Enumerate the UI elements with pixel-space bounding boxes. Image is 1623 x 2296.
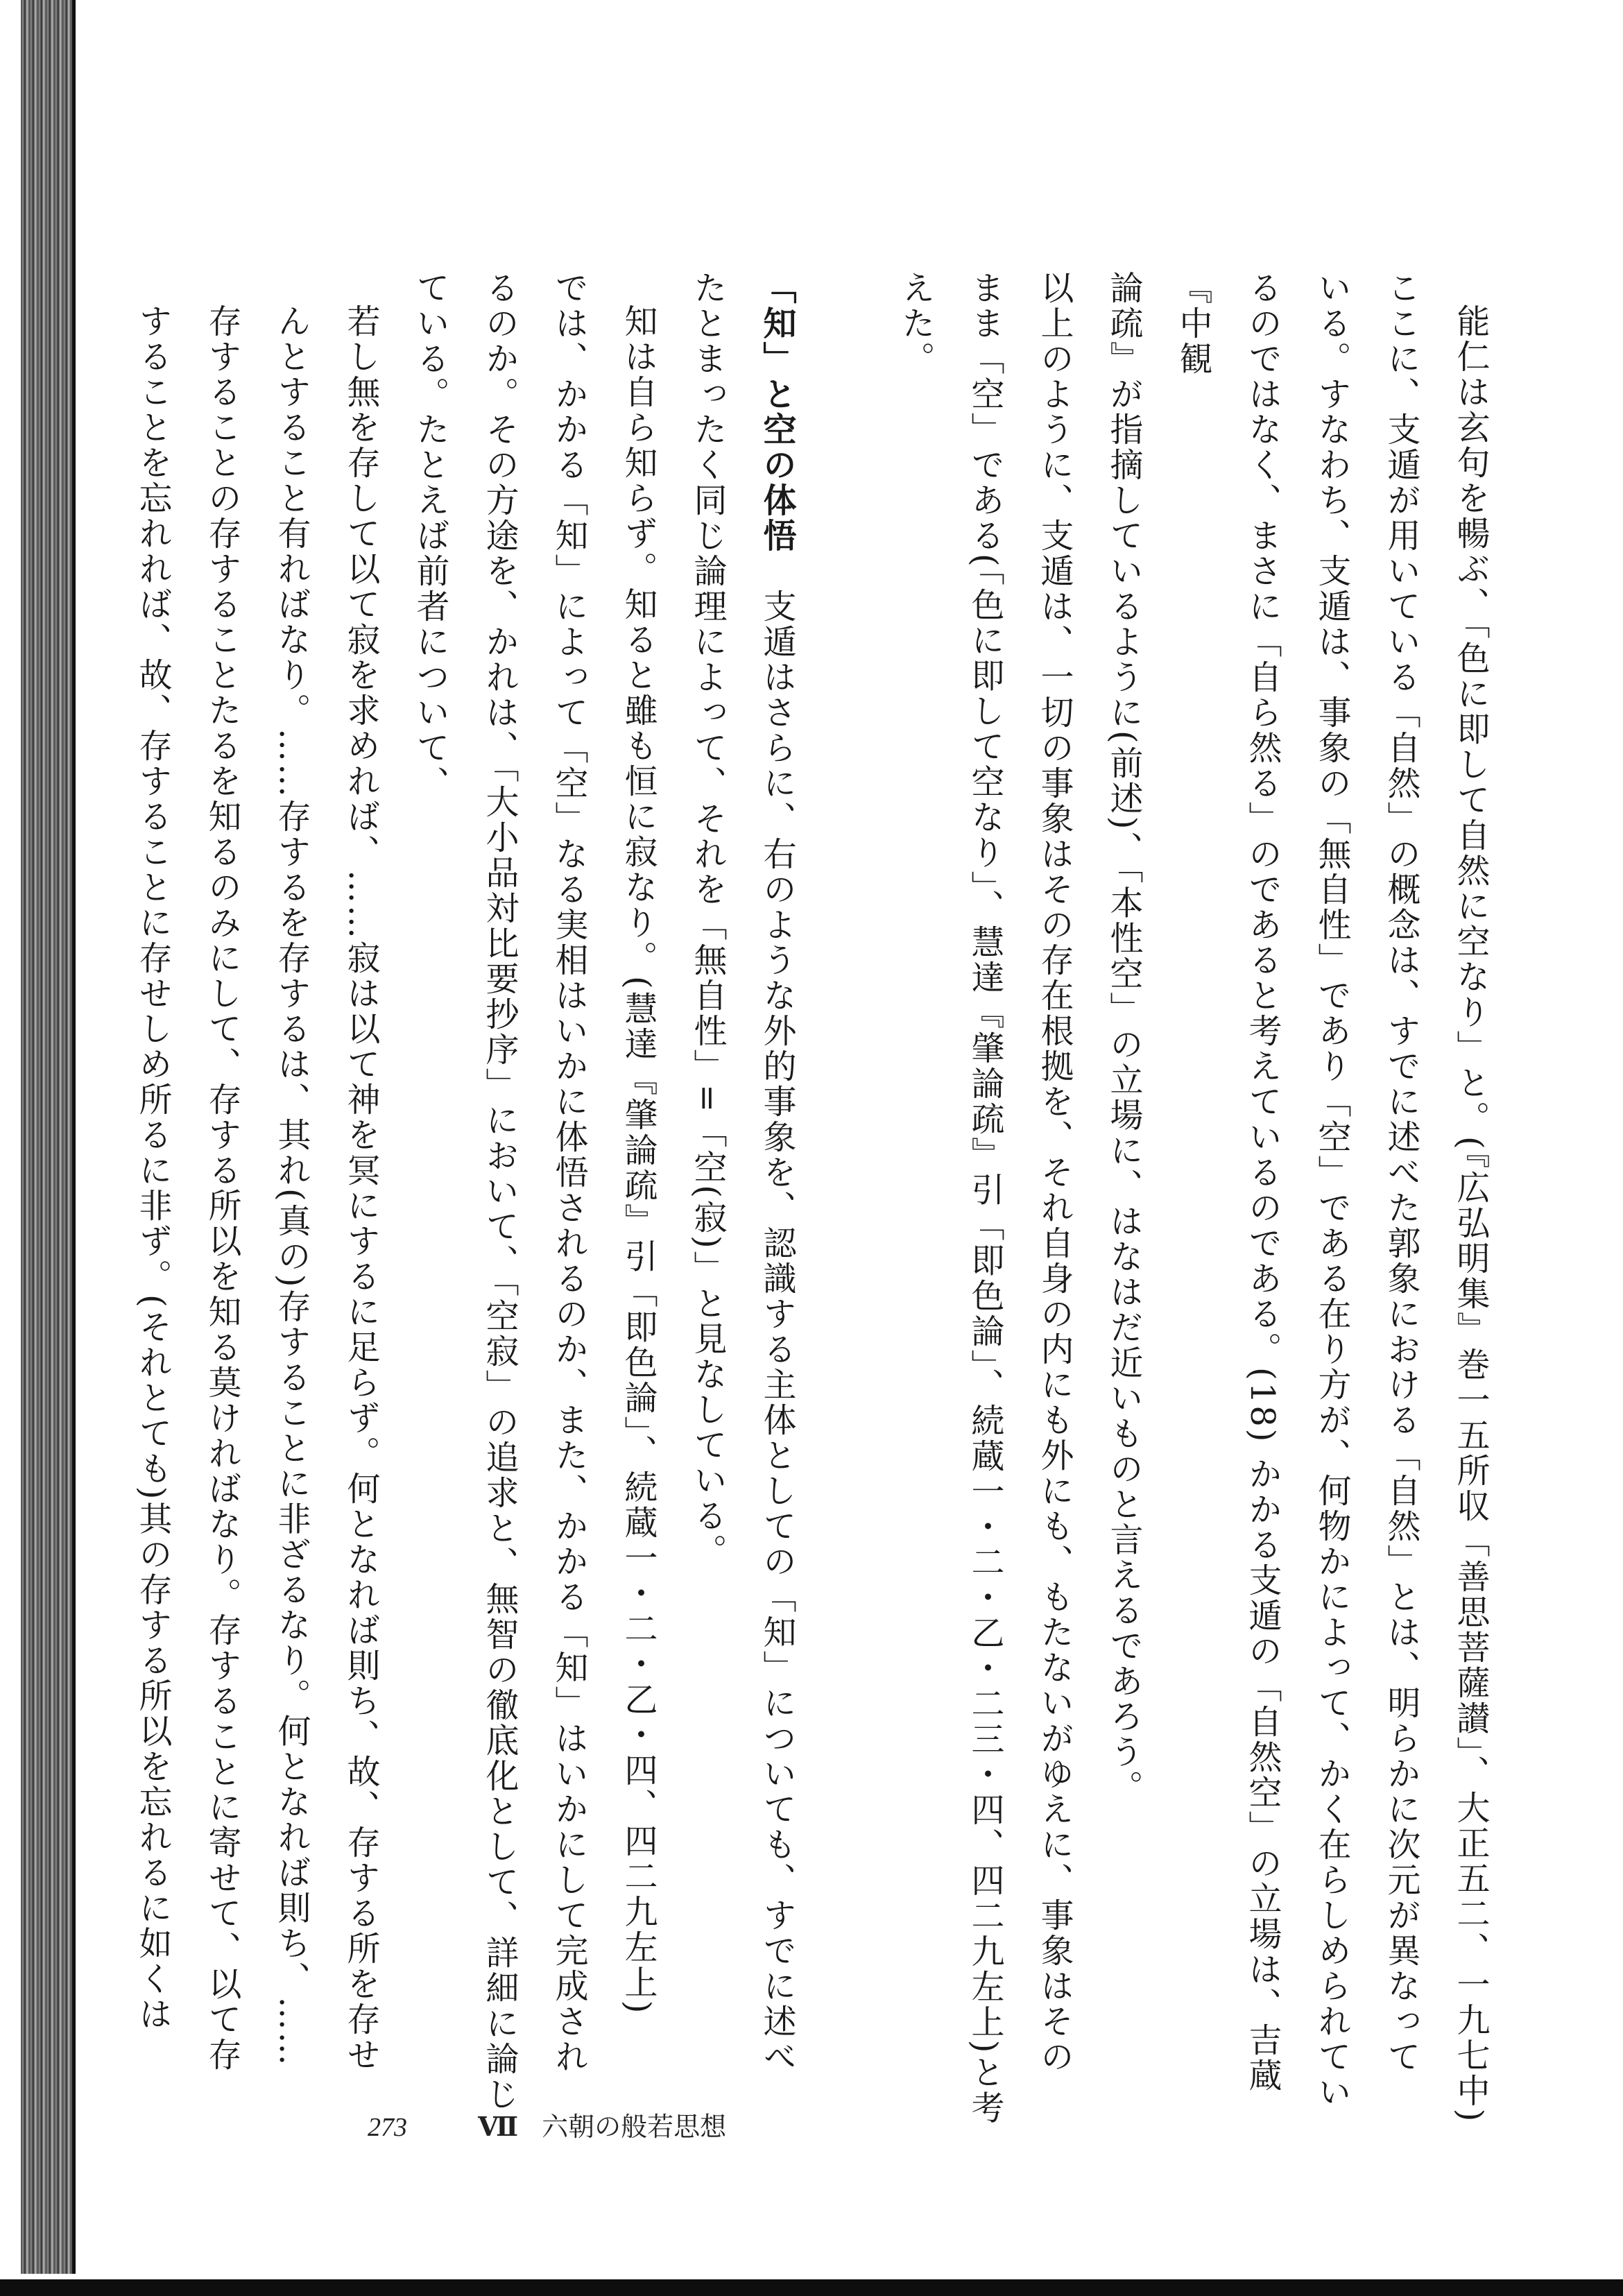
chapter-title: 六朝の般若思想	[542, 2111, 727, 2142]
chapter-number: Ⅶ	[478, 2111, 519, 2142]
text-line: 論疏』が指摘しているように(前述)、「本性空」の立場に、はなはだ近いものと言えるであろう。	[1104, 271, 1143, 1806]
quote-block-3	[118, 271, 395, 2157]
page-footer	[368, 2105, 726, 2143]
paragraph-3	[395, 271, 603, 2157]
text-line: るのではなく、まさに「自ら然る」のであると考えているのである。(18) かかる支遁の「自然空」の立場は、吉蔵『中観	[1174, 271, 1282, 2093]
text-line: ている。たとえば前者について、	[411, 271, 449, 801]
text-line: んとすること有ればなり。……存するを存するは、其れ(真の)存することに非ざるなり。何となれば則ち、……	[272, 304, 311, 2068]
scan-bottom-edge	[0, 2279, 1623, 2296]
text-line: るのか。その方途を、かれは、「大小品対比要抄序」において、「空寂」の追求と、無智の徹底化として、詳細に論じ	[480, 271, 519, 2112]
section-heading: 「知」と空の体悟	[757, 271, 796, 554]
text-line: いる。すなわち、支遁は、事象の「無自性」であり「空」である在り方が、何物かによって、かく在らしめられてい	[1312, 271, 1351, 2110]
text-line: することを忘れれば、故、存することに存せしめ所るに非ず。(それとても)其の存する所以を忘れるに如くは	[133, 304, 172, 2032]
page-number: 273	[368, 2113, 407, 2142]
quote-block-1	[1436, 271, 1505, 2157]
text-line: 能仁は玄句を暢ぶ、「色に即して自然に空なり」と。(『広弘明集』巻一五所収「善思菩薩讃」、大正五二、一九七中)	[1451, 304, 1490, 2124]
section-gap	[812, 271, 881, 2157]
paragraph-2	[881, 271, 1089, 2157]
text-line: 以上のように、支遁は、一切の事象はその存在根拠を、それ自身の内にも外にも、もたないがゆえに、事象はその	[1035, 271, 1074, 2075]
text-line: ここに、支遁が用いている「自然」の概念は、すでに述べた郭象における「自然」とは、明らかに次元が異なって	[1382, 271, 1420, 2075]
quote-block-2	[603, 271, 673, 2157]
vertical-text-body	[133, 271, 1505, 2157]
text-line: まま「空」である(「色に即して空なり」、慧達『肇論疏』引「即色論」、続蔵一・二・乙・二三・四、四二九左上)と考えた。	[896, 271, 1004, 2126]
book-spine-edge	[72, 0, 76, 2274]
text-line: 若し無を存して以て寂を求めれば、……寂は以て神を冥にするに足らず。何となれば則ち、故、存する所を存せ	[341, 304, 380, 2073]
section-knowledge-and-emptiness	[673, 271, 812, 2157]
text-line: では、かかる「知」によって「空」なる実相はいかに体悟されるのか、また、かかる「知」はいかにして完成され	[549, 271, 588, 2075]
text-line: 存することの存することたるを知るのみにして、存する所以を知る莫ければなり。存することに寄せて、以て存	[203, 304, 241, 2073]
paragraph-1	[1089, 271, 1436, 2157]
text-line: 支遁はさらに、右のような外的事象を、認識する主体としての「知」についても、すでに述べ	[757, 589, 796, 2075]
text-line: たとまったく同じ論理によって、それを「無自性」=「空(寂)」と見なしている。	[688, 271, 727, 1569]
section-first-line	[742, 271, 812, 2157]
text-line: 知は自ら知らず。知ると雖も恒に寂なり。(慧達『肇論疏』引「即色論」、続蔵一・二・乙・四、四二九左上)	[619, 304, 658, 2016]
book-spine-shadow	[21, 0, 75, 2274]
